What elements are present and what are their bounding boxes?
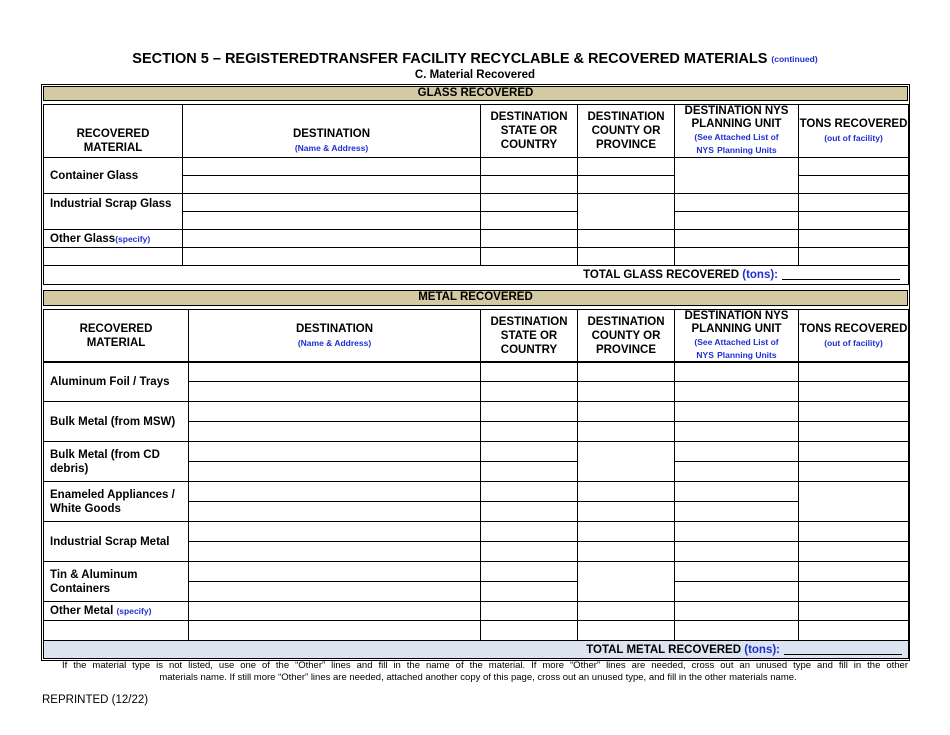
state-cell[interactable] (481, 502, 578, 522)
col-planning-label: DESTINATION NYS PLANNING UNIT (684, 105, 789, 130)
col-header-destination (189, 310, 481, 363)
col-material-line1: RECOVERED (76, 128, 150, 140)
col-header-county: DESTINATION COUNTY OR PROVINCE (578, 105, 675, 158)
col-header-material (44, 105, 183, 158)
col-planning-nys: NYS (696, 145, 714, 155)
tons-cell[interactable] (799, 562, 909, 582)
planning-cell[interactable] (675, 442, 799, 462)
planning-cell[interactable] (675, 422, 799, 442)
glass-total-row (44, 266, 909, 285)
col-header-state: DESTINATION STATE OR COUNTRY (481, 105, 578, 158)
destination-cell[interactable] (189, 402, 481, 422)
destination-cell[interactable] (183, 176, 481, 194)
metal-table (43, 361, 909, 659)
planning-cell[interactable] (675, 382, 799, 402)
county-cell[interactable] (578, 158, 675, 176)
metal-header (43, 309, 909, 363)
state-cell[interactable] (481, 621, 578, 641)
tons-cell[interactable] (799, 248, 909, 266)
planning-cell[interactable] (675, 542, 799, 562)
col-material-line1: RECOVERED (79, 323, 153, 335)
metal-label-bulk-cd: Bulk Metal (from CD debris) (50, 448, 160, 475)
planning-cell[interactable] (675, 502, 799, 522)
other-name-cell[interactable] (44, 248, 183, 266)
county-cell[interactable] (578, 462, 675, 482)
col-header-destination (183, 105, 481, 158)
county-cell[interactable] (578, 402, 675, 422)
col-planning-note: (See Attached List of (694, 132, 779, 142)
glass-total-label: TOTAL GLASS RECOVERED (583, 269, 740, 281)
tons-cell[interactable] (799, 194, 909, 212)
county-cell[interactable] (578, 442, 675, 462)
col-material-line2: MATERIAL (86, 337, 146, 349)
col-tons-label: TONS RECOVERED (799, 323, 908, 335)
planning-cell[interactable] (675, 522, 799, 542)
county-cell[interactable] (578, 362, 675, 382)
metal-row-tin (44, 562, 189, 602)
county-cell[interactable] (578, 422, 675, 442)
destination-cell[interactable] (183, 248, 481, 266)
county-cell[interactable] (578, 522, 675, 542)
county-cell[interactable] (578, 382, 675, 402)
metal-label-tin: Tin & Aluminum Containers (50, 568, 138, 595)
col-planning-nys: NYS (696, 350, 714, 360)
state-cell[interactable] (481, 602, 578, 621)
county-cell[interactable] (578, 248, 675, 266)
tons-cell[interactable] (799, 158, 909, 176)
glass-label-industrial: Industrial Scrap Glass (50, 198, 172, 210)
tons-cell[interactable] (799, 621, 909, 641)
col-header-tons (799, 310, 909, 363)
glass-row-other (44, 230, 183, 248)
state-cell[interactable] (481, 582, 578, 602)
county-cell[interactable] (578, 562, 675, 582)
glass-band: GLASS RECOVERED (43, 86, 908, 101)
col-planning-note: (See Attached List of (694, 337, 779, 347)
county-cell[interactable] (578, 482, 675, 502)
destination-cell[interactable] (189, 462, 481, 482)
col-header-state: DESTINATION STATE OR COUNTRY (481, 310, 578, 363)
tons-cell[interactable] (799, 582, 909, 602)
metal-row-enameled (44, 482, 189, 522)
metal-row-aluminum (44, 362, 189, 402)
metal-band: METAL RECOVERED (43, 290, 908, 306)
county-cell[interactable] (578, 176, 675, 194)
col-planning-label: DESTINATION NYS PLANNING UNIT (684, 310, 789, 335)
footer-note (48, 660, 908, 684)
planning-cell[interactable] (675, 462, 799, 482)
metal-total-unit: (tons): (744, 643, 780, 656)
section-title (0, 51, 950, 67)
state-cell[interactable] (481, 422, 578, 442)
tons-cell[interactable] (799, 522, 909, 542)
destination-cell[interactable] (183, 230, 481, 248)
glass-table (43, 157, 909, 285)
tons-cell[interactable] (799, 382, 909, 402)
planning-units-link[interactable]: Planning Units (717, 350, 777, 360)
destination-cell[interactable] (189, 542, 481, 562)
planning-cell[interactable] (675, 621, 799, 641)
metal-label-bulk-msw: Bulk Metal (from MSW) (50, 415, 176, 428)
glass-label-other: Other Glass (50, 232, 116, 245)
metal-row-industrial (44, 522, 189, 562)
state-cell[interactable] (481, 482, 578, 502)
glass-total-field[interactable] (782, 279, 900, 280)
glass-row-industrial (44, 194, 183, 230)
state-cell[interactable] (481, 462, 578, 482)
metal-row-bulk-cd (44, 442, 189, 482)
col-tons-label: TONS RECOVERED (799, 118, 908, 130)
col-header-tons (799, 105, 909, 158)
planning-cell[interactable] (675, 402, 799, 422)
footer-note-line1: If the material type is not listed, use one of the “Other” lines and fill in the name of the material. If more “Other” lines are needed, cross out an unused type and fill in the other (62, 660, 908, 671)
county-cell[interactable] (578, 230, 675, 248)
destination-cell[interactable] (189, 422, 481, 442)
state-cell[interactable] (481, 230, 578, 248)
tons-cell[interactable] (799, 230, 909, 248)
planning-cell[interactable] (675, 212, 799, 230)
state-cell[interactable] (481, 522, 578, 542)
footer-note-line2: materials name. If still more “Other” lines are needed, attached another copy of this page, cross out an unused type, and fill in the other materials name. (159, 672, 797, 683)
tons-cell[interactable] (799, 422, 909, 442)
col-destination-note: (Name & Address) (297, 338, 372, 348)
destination-cell[interactable] (189, 562, 481, 582)
glass-label-container: Container Glass (50, 169, 139, 182)
col-header-planning (675, 310, 799, 363)
county-cell[interactable] (578, 621, 675, 641)
state-cell[interactable] (481, 176, 578, 194)
destination-cell[interactable] (189, 502, 481, 522)
tons-cell[interactable] (799, 542, 909, 562)
metal-total-label: TOTAL METAL RECOVERED (586, 643, 742, 656)
state-cell[interactable] (481, 362, 578, 382)
county-cell[interactable] (578, 542, 675, 562)
subsection-title: C. Material Recovered (414, 69, 536, 81)
planning-units-link[interactable]: Planning Units (717, 145, 777, 155)
metal-total-field[interactable] (784, 654, 902, 655)
county-cell[interactable] (578, 602, 675, 621)
destination-cell[interactable] (189, 582, 481, 602)
planning-cell[interactable] (675, 194, 799, 212)
continued-label: (continued) (771, 54, 818, 64)
state-cell[interactable] (481, 382, 578, 402)
state-cell[interactable] (481, 248, 578, 266)
metal-label-industrial: Industrial Scrap Metal (50, 535, 170, 548)
col-header-material (44, 310, 189, 363)
metal-total-row (44, 641, 909, 659)
destination-cell[interactable] (189, 621, 481, 641)
planning-cell[interactable] (675, 230, 799, 248)
metal-row-bulk-msw (44, 402, 189, 442)
destination-cell[interactable] (189, 602, 481, 621)
state-cell[interactable] (481, 402, 578, 422)
planning-cell[interactable] (675, 158, 799, 176)
state-cell[interactable] (481, 442, 578, 462)
tons-cell[interactable] (799, 362, 909, 382)
planning-cell[interactable] (675, 362, 799, 382)
tons-cell[interactable] (799, 462, 909, 482)
destination-cell[interactable] (189, 522, 481, 542)
planning-cell[interactable] (675, 562, 799, 582)
section-title-text: SECTION 5 – REGISTEREDTRANSFER FACILITY RECYCLABLE & RECOVERED MATERIALS (132, 51, 768, 67)
glass-row-container (44, 158, 183, 194)
destination-cell[interactable] (183, 212, 481, 230)
destination-cell[interactable] (189, 442, 481, 462)
col-header-county: DESTINATION COUNTY OR PROVINCE (578, 310, 675, 363)
planning-cell[interactable] (675, 582, 799, 602)
reprinted-label: REPRINTED (12/22) (42, 694, 149, 706)
planning-cell[interactable] (675, 176, 799, 194)
destination-cell[interactable] (183, 158, 481, 176)
planning-cell[interactable] (675, 602, 799, 621)
county-cell[interactable] (578, 582, 675, 602)
metal-row-other (44, 602, 189, 621)
state-cell[interactable] (481, 562, 578, 582)
county-cell[interactable] (578, 194, 675, 212)
metal-label-other: Other Metal (50, 605, 114, 617)
metal-label-enameled: Enameled Appliances / White Goods (50, 488, 175, 515)
tons-cell[interactable] (799, 482, 909, 502)
glass-total-unit: (tons): (742, 269, 778, 281)
tons-cell[interactable] (799, 402, 909, 422)
state-cell[interactable] (481, 194, 578, 212)
destination-cell[interactable] (183, 194, 481, 212)
glass-header (43, 104, 909, 158)
state-cell[interactable] (481, 542, 578, 562)
tons-cell[interactable] (799, 602, 909, 621)
col-destination-note: (Name & Address) (294, 143, 369, 153)
destination-cell[interactable] (189, 362, 481, 382)
planning-cell[interactable] (675, 248, 799, 266)
county-cell[interactable] (578, 212, 675, 230)
glass-other-spec: (specify) (115, 233, 151, 244)
state-cell[interactable] (481, 158, 578, 176)
col-destination-label: DESTINATION (292, 128, 371, 140)
col-destination-label: DESTINATION (295, 323, 374, 335)
destination-cell[interactable] (189, 482, 481, 502)
col-tons-note: (out of facility) (824, 133, 883, 143)
other-name-cell[interactable] (44, 621, 189, 641)
destination-cell[interactable] (189, 382, 481, 402)
col-header-planning (675, 105, 799, 158)
tons-cell[interactable] (799, 442, 909, 462)
col-tons-note: (out of facility) (824, 338, 883, 348)
state-cell[interactable] (481, 212, 578, 230)
tons-cell[interactable] (799, 212, 909, 230)
metal-label-aluminum: Aluminum Foil / Trays (50, 375, 170, 388)
tons-cell[interactable] (799, 502, 909, 522)
planning-cell[interactable] (675, 482, 799, 502)
col-material-line2: MATERIAL (83, 142, 143, 154)
county-cell[interactable] (578, 502, 675, 522)
tons-cell[interactable] (799, 176, 909, 194)
metal-other-spec: (specify) (116, 606, 152, 616)
